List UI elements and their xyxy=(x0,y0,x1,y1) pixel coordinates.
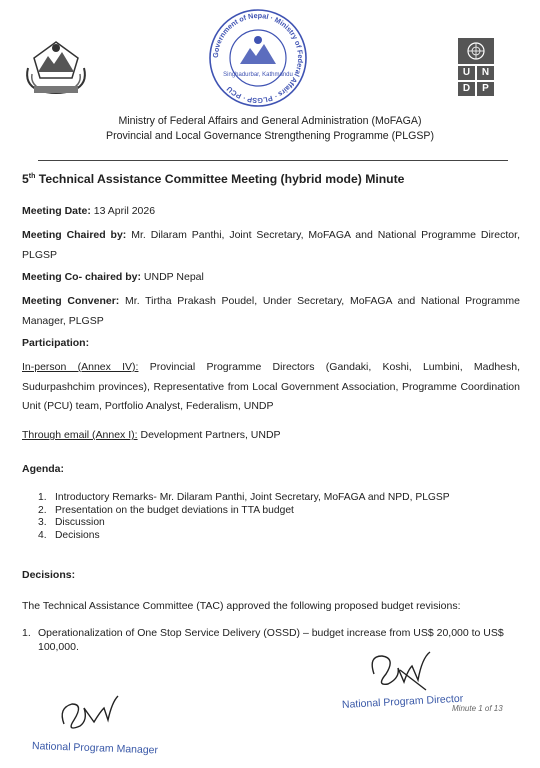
header-divider xyxy=(38,160,508,161)
director-signature-caption: National Program Director xyxy=(341,692,464,711)
meeting-convener xyxy=(22,292,520,331)
participation-email xyxy=(22,426,520,446)
manager-signature xyxy=(54,694,124,738)
meeting-chair-label: Meeting Chaired by: xyxy=(22,229,127,241)
meeting-cochair-label: Meeting Co- chaired by: xyxy=(22,271,142,283)
agenda-list xyxy=(38,492,518,542)
meeting-cochair-value: UNDP Nepal xyxy=(141,271,204,283)
decisions-heading: Decisions: xyxy=(22,569,76,581)
title-superscript: th xyxy=(28,172,36,180)
pcu-seal-stamp xyxy=(204,6,312,110)
page-number: Minute 1 of 13 xyxy=(452,704,503,713)
agenda-item: 4. Decisions xyxy=(38,529,100,541)
org-line-programme: Provincial and Local Governance Strengthening Programme (PLGSP) xyxy=(106,130,434,142)
undp-letter-d: D xyxy=(458,82,475,96)
meeting-convener-label: Meeting Convener: xyxy=(22,295,120,307)
meeting-date-value: 13 April 2026 xyxy=(90,205,156,217)
title-number: 5 xyxy=(22,172,29,186)
undp-logo xyxy=(458,38,494,96)
in-person-annex-label: In-person (Annex IV): xyxy=(22,361,139,373)
director-signature xyxy=(360,648,440,698)
undp-letter-p: P xyxy=(477,82,494,96)
email-value: Development Partners, UNDP xyxy=(137,429,281,441)
meeting-date-label: Meeting Date: xyxy=(22,205,91,217)
in-person-value: Provincial Programme Directors (Gandaki, Koshi, Lumbini, Madhesh, Sudurpashchim provinces), Representative from Local Government Association, Programme Coordination Unit (PCU) team, Portfolio Analyst, Federalism, UNDP xyxy=(22,361,521,413)
manager-signature-caption: National Program Manager xyxy=(31,740,159,757)
meeting-cochair xyxy=(22,268,520,288)
meeting-date xyxy=(22,202,520,222)
agenda-item: 1. Introductory Remarks- Mr. Dilaram Panthi, Joint Secretary, MoFAGA and NPD, PLGSP xyxy=(38,492,450,503)
title-text: Technical Assistance Committee Meeting (hybrid mode) Minute xyxy=(35,172,405,186)
un-emblem-icon xyxy=(458,38,494,64)
document-title xyxy=(22,172,404,186)
decisions-intro: The Technical Assistance Committee (TAC) approved the following proposed budget revisions: xyxy=(22,600,461,612)
decision-item-text: Operationalization of One Stop Service Delivery (OSSD) – budget increase from US$ 20,000 to US$ 100,000. xyxy=(38,627,504,653)
agenda-heading: Agenda: xyxy=(22,463,64,475)
undp-letter-n: N xyxy=(477,66,494,80)
agenda-item: 3. Discussion xyxy=(38,517,105,529)
meeting-chair-value: Mr. Dilaram Panthi, Joint Secretary, MoFAGA and National Programme Director, PLGSP xyxy=(22,229,520,261)
undp-letter-u: U xyxy=(458,66,475,80)
svg-text:Singhadurbar, Kathmandu: Singhadurbar, Kathmandu xyxy=(223,72,293,78)
meeting-chair xyxy=(22,226,520,265)
participation-in-person xyxy=(22,358,520,417)
participation-heading: Participation: xyxy=(22,337,90,349)
svg-text:Government of Nepal · Ministry: Government of Nepal · Ministry of Federal Affairs · PLGSP · PCU xyxy=(210,10,306,106)
nepal-emblem-logo xyxy=(20,38,92,98)
decision-item-number: 1. xyxy=(22,627,31,639)
agenda-item: 2. Presentation on the budget deviations in TTA budget xyxy=(38,504,294,516)
org-line-ministry: Ministry of Federal Affairs and General Administration (MoFAGA) xyxy=(118,115,422,127)
meeting-convener-value: Mr. Tirtha Prakash Poudel, Under Secretary, MoFAGA and National Programme Manager, PLGSP xyxy=(22,295,520,327)
email-annex-label: Through email (Annex I): xyxy=(22,429,138,441)
